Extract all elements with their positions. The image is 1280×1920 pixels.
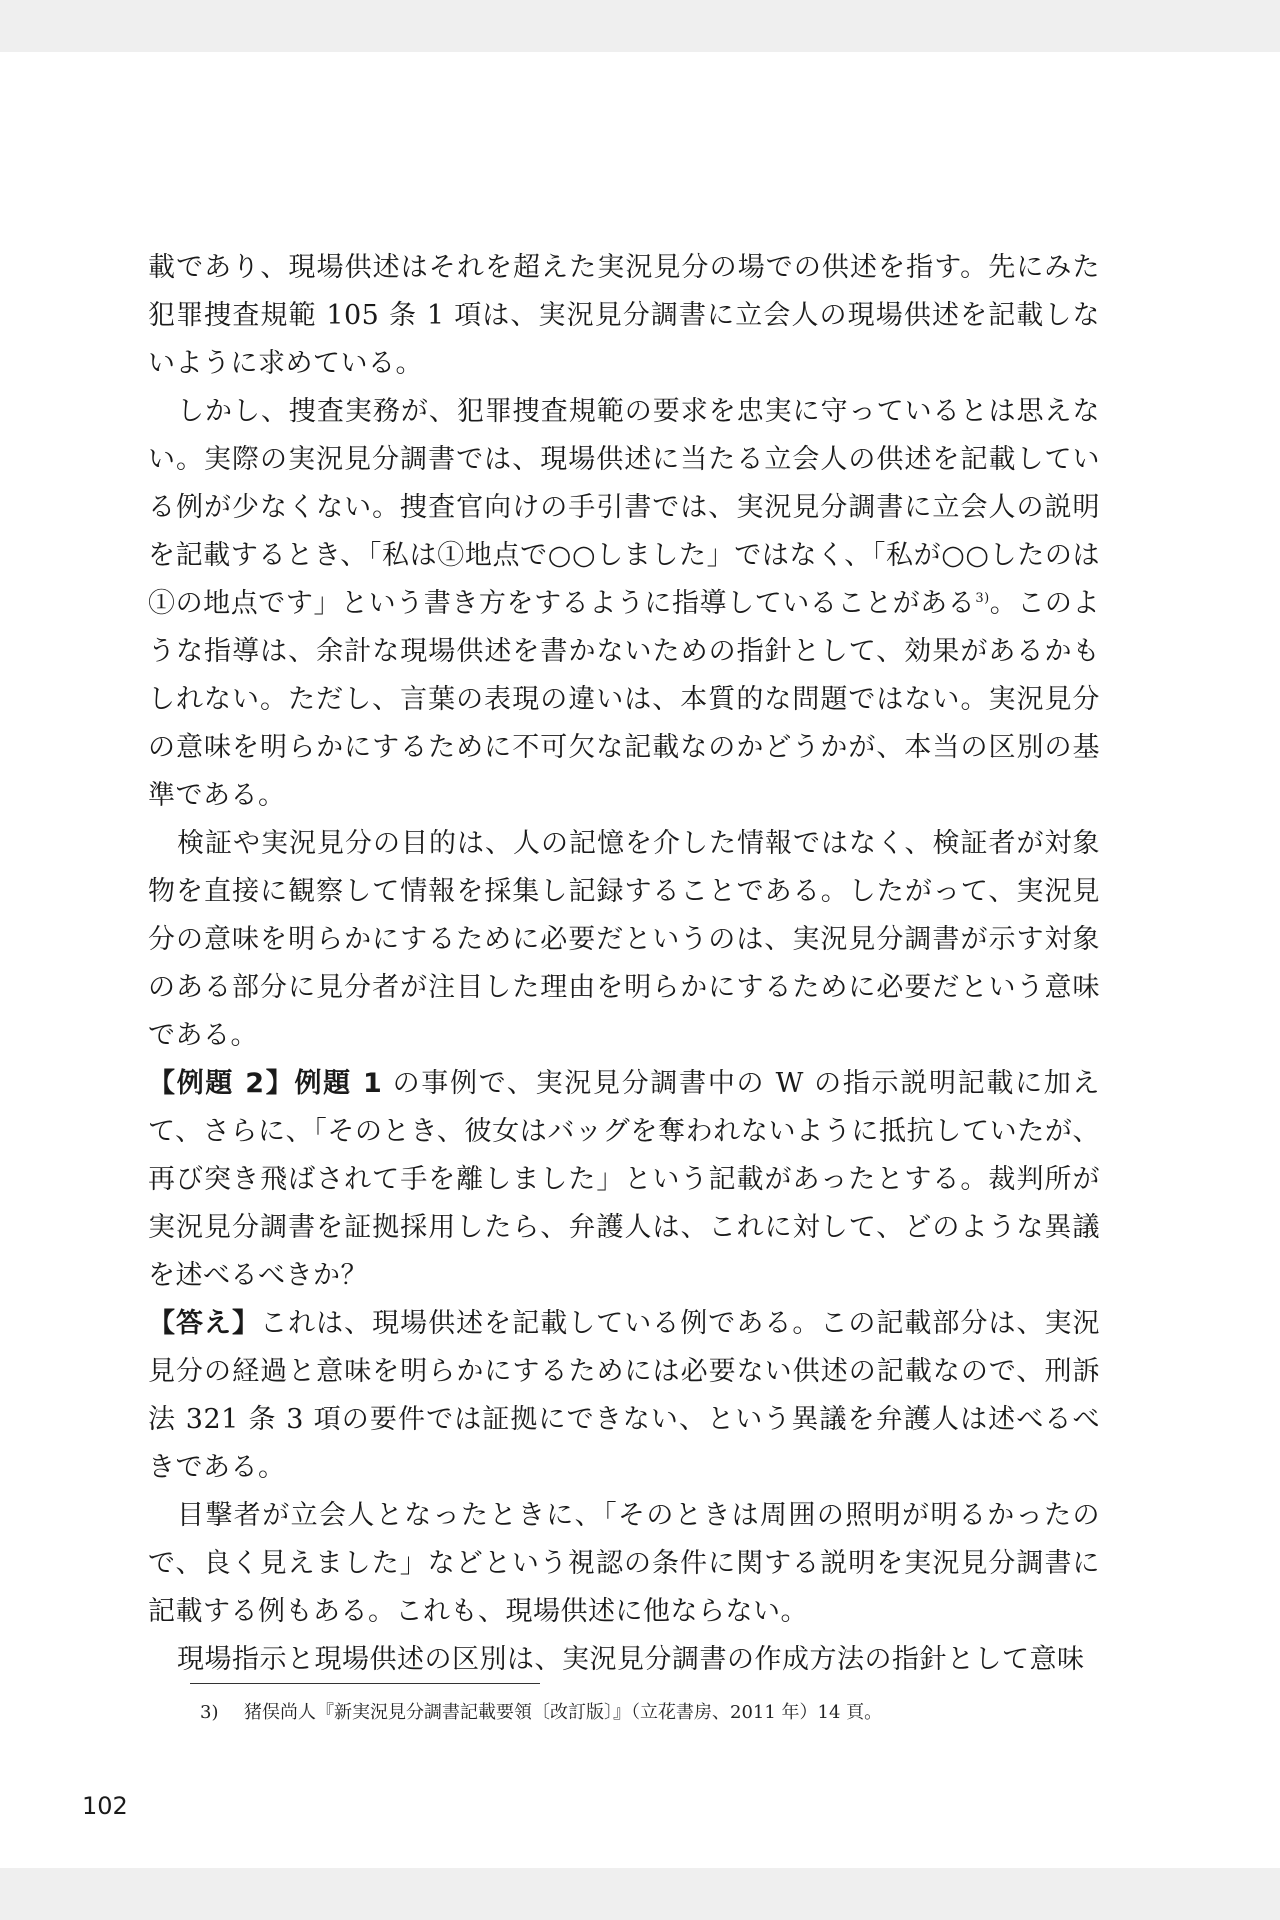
- paragraph-2-rest: 。このような指導は、余計な現場供述を書かないための指針として、効果があるかもしれない。ただし、言葉の表現の違いは、本質的な問題ではない。実況見分の意味を明らかにするために不可欠な記載なのかどうかが、本当の区別の基準である。: [148, 588, 1100, 811]
- paragraph-4: 目撃者が立会人となったときに、「そのときは周囲の照明が明るかったので、良く見えました」などという視認の条件に関する説明を実況見分調書に記載する例もある。これも、現場供述に他ならない。: [148, 1500, 1100, 1627]
- paragraph-5: 現場指示と現場供述の区別は、実況見分調書の作成方法の指針として意味: [177, 1644, 1085, 1675]
- example-answer: [148, 1300, 1100, 1492]
- answer-text: これは、現場供述を記載している例である。この記載部分は、実況見分の経過と意味を明らかにするためには必要ない供述の記載なので、刑訴法 321 条 3 項の要件では証拠にできない、という異議を弁護人は述べるべきである。: [148, 1308, 1101, 1483]
- example-question: [148, 1060, 1100, 1300]
- paragraph-3: 検証や実況見分の目的は、人の記憶を介した情報ではなく、検証者が対象物を直接に観察して情報を採集し記録することである。したがって、実況見分の意味を明らかにするために必要だというのは、実況見分調書が示す対象のある部分に見分者が注目した理由を明らかにするために必要だという意味である。: [148, 828, 1100, 1051]
- footnote-number: 3): [200, 1702, 219, 1723]
- footnote-text: 猪俣尚人『新実況見分調書記載要領〔改訂版〕』（立花書房、2011 年）14 頁。: [244, 1702, 883, 1723]
- answer-label: 【答え】: [148, 1308, 261, 1339]
- book-page: [0, 52, 1280, 1868]
- footnote-divider: [190, 1683, 540, 1684]
- paragraph-1: 載であり、現場供述はそれを超えた実況見分の場での供述を指す。先にみた犯罪捜査規範 105 条 1 項は、実況見分調書に立会人の現場供述を記載しないように求めている。: [148, 252, 1100, 379]
- body-text: [148, 244, 1100, 1684]
- example-reference: 例題 1: [294, 1068, 383, 1099]
- page-number: 102: [82, 1792, 128, 1820]
- example-label: 【例題 2】: [148, 1068, 295, 1099]
- footnote-reference: 3): [975, 591, 990, 606]
- footnote: [200, 1698, 1100, 1728]
- paragraph-2-main: しかし、捜査実務が、犯罪捜査規範の要求を忠実に守っているとは思えない。実際の実況見分調書では、現場供述に当たる立会人の供述を記載している例が少なくない。捜査官向けの手引書では、実況見分調書に立会人の説明を記載するとき、「私は①地点で○○しました」ではなく、「私が○○したのは①の地点です」という書き方をするように指導していることがある: [148, 396, 1100, 619]
- paragraph-2: [148, 388, 1100, 820]
- example-question-text: の事例で、実況見分調書中の W の指示説明記載に加えて、さらに、「そのとき、彼女はバッグを奪われないように抵抗していたが、再び突き飛ばされて手を離しました」という記載があったとする。裁判所が実況見分調書を証拠採用したら、弁護人は、これに対して、どのような異議を述べるべきか？: [148, 1068, 1101, 1291]
